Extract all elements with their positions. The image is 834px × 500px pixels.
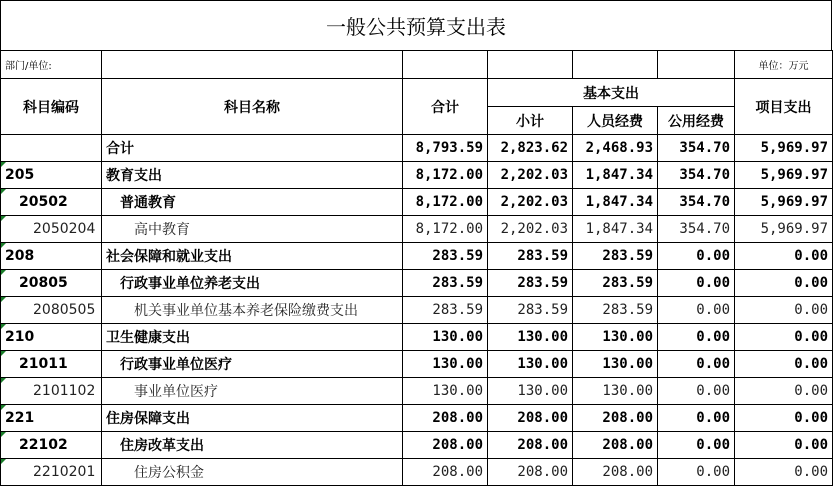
table-row bbox=[1, 162, 833, 189]
total-cell[interactable]: 283.59 bbox=[403, 270, 488, 297]
project-cell[interactable]: 0.00 bbox=[735, 270, 833, 297]
subtotal-cell[interactable]: 208.00 bbox=[488, 459, 573, 486]
table-row bbox=[1, 432, 833, 459]
header-basic: 基本支出 bbox=[488, 79, 735, 107]
code-cell[interactable]: 21011 bbox=[1, 351, 102, 378]
total-cell[interactable]: 283.59 bbox=[403, 243, 488, 270]
table-row bbox=[1, 189, 833, 216]
meta-empty-cell[interactable] bbox=[658, 51, 735, 79]
table-row bbox=[1, 324, 833, 351]
name-cell[interactable]: 普通教育 bbox=[102, 189, 403, 216]
subtotal-cell[interactable]: 2,202.03 bbox=[488, 216, 573, 243]
table-row bbox=[1, 297, 833, 324]
project-cell[interactable]: 0.00 bbox=[735, 351, 833, 378]
personnel-cell[interactable]: 208.00 bbox=[573, 459, 658, 486]
subtotal-cell[interactable]: 208.00 bbox=[488, 432, 573, 459]
code-cell[interactable]: 2050204 bbox=[1, 216, 102, 243]
unit-label: 单位：万元 bbox=[735, 51, 833, 79]
personnel-cell[interactable]: 130.00 bbox=[573, 324, 658, 351]
header-subtotal: 小计 bbox=[488, 107, 573, 135]
cell-indicator-icon bbox=[1, 324, 6, 329]
personnel-cell[interactable]: 208.00 bbox=[573, 405, 658, 432]
code-cell[interactable]: 210 bbox=[1, 324, 102, 351]
name-cell[interactable]: 合计 bbox=[102, 135, 403, 162]
name-cell[interactable]: 教育支出 bbox=[102, 162, 403, 189]
personnel-cell[interactable]: 1,847.34 bbox=[573, 162, 658, 189]
project-cell[interactable]: 5,969.97 bbox=[735, 162, 833, 189]
dept-label: 部门/单位: bbox=[1, 51, 102, 79]
name-cell[interactable]: 社会保障和就业支出 bbox=[102, 243, 403, 270]
name-cell[interactable]: 事业单位医疗 bbox=[102, 378, 403, 405]
cell-indicator-icon bbox=[1, 270, 6, 275]
header-name: 科目名称 bbox=[102, 79, 403, 135]
personnel-cell[interactable]: 283.59 bbox=[573, 297, 658, 324]
subtotal-cell[interactable]: 283.59 bbox=[488, 297, 573, 324]
table-row bbox=[1, 351, 833, 378]
cell-indicator-icon bbox=[1, 162, 6, 167]
project-cell[interactable]: 0.00 bbox=[735, 324, 833, 351]
name-cell[interactable]: 住房改革支出 bbox=[102, 432, 403, 459]
personnel-cell[interactable]: 208.00 bbox=[573, 432, 658, 459]
personnel-cell[interactable]: 130.00 bbox=[573, 378, 658, 405]
name-cell[interactable]: 卫生健康支出 bbox=[102, 324, 403, 351]
header-personnel: 人员经费 bbox=[573, 107, 658, 135]
total-cell[interactable]: 130.00 bbox=[403, 351, 488, 378]
project-cell[interactable]: 0.00 bbox=[735, 378, 833, 405]
public-cell[interactable]: 354.70 bbox=[658, 189, 735, 216]
public-cell[interactable]: 0.00 bbox=[658, 297, 735, 324]
cell-indicator-icon bbox=[1, 216, 6, 221]
total-cell[interactable]: 208.00 bbox=[403, 459, 488, 486]
header-code: 科目编码 bbox=[1, 79, 102, 135]
table-row bbox=[1, 405, 833, 432]
meta-empty-cell[interactable] bbox=[573, 51, 658, 79]
public-cell[interactable]: 0.00 bbox=[658, 378, 735, 405]
project-cell[interactable]: 0.00 bbox=[735, 459, 833, 486]
subtotal-cell[interactable]: 130.00 bbox=[488, 351, 573, 378]
total-cell[interactable]: 8,172.00 bbox=[403, 216, 488, 243]
cell-indicator-icon bbox=[1, 351, 6, 356]
subtotal-cell[interactable]: 130.00 bbox=[488, 378, 573, 405]
project-cell[interactable]: 0.00 bbox=[735, 432, 833, 459]
subtotal-cell[interactable]: 208.00 bbox=[488, 405, 573, 432]
table-row bbox=[1, 459, 833, 486]
name-cell[interactable]: 机关事业单位基本养老保险缴费支出 bbox=[102, 297, 403, 324]
subtotal-cell[interactable]: 2,823.62 bbox=[488, 135, 573, 162]
name-cell[interactable]: 行政事业单位养老支出 bbox=[102, 270, 403, 297]
total-cell[interactable]: 8,793.59 bbox=[403, 135, 488, 162]
public-cell[interactable]: 0.00 bbox=[658, 351, 735, 378]
total-cell[interactable]: 8,172.00 bbox=[403, 189, 488, 216]
header-project: 项目支出 bbox=[735, 79, 833, 135]
total-cell[interactable]: 130.00 bbox=[403, 324, 488, 351]
code-cell[interactable]: 205 bbox=[1, 162, 102, 189]
project-cell[interactable]: 5,969.97 bbox=[735, 189, 833, 216]
header-row-1 bbox=[1, 79, 833, 107]
cell-indicator-icon bbox=[1, 243, 6, 248]
cell-indicator-icon bbox=[1, 189, 6, 194]
name-cell[interactable]: 高中教育 bbox=[102, 216, 403, 243]
total-cell[interactable]: 208.00 bbox=[403, 432, 488, 459]
total-cell[interactable]: 8,172.00 bbox=[403, 162, 488, 189]
public-cell[interactable]: 0.00 bbox=[658, 459, 735, 486]
public-cell[interactable]: 354.70 bbox=[658, 135, 735, 162]
code-cell[interactable]: 22102 bbox=[1, 432, 102, 459]
code-cell[interactable]: 20805 bbox=[1, 270, 102, 297]
total-cell[interactable]: 283.59 bbox=[403, 297, 488, 324]
cell-indicator-icon bbox=[1, 459, 6, 464]
header-public: 公用经费 bbox=[658, 107, 735, 135]
cell-indicator-icon bbox=[1, 432, 6, 437]
project-cell[interactable]: 0.00 bbox=[735, 405, 833, 432]
code-cell[interactable]: 2080505 bbox=[1, 297, 102, 324]
subtotal-cell[interactable]: 130.00 bbox=[488, 324, 573, 351]
code-cell[interactable]: 2210201 bbox=[1, 459, 102, 486]
personnel-cell[interactable]: 130.00 bbox=[573, 351, 658, 378]
project-cell[interactable]: 0.00 bbox=[735, 297, 833, 324]
public-cell[interactable]: 0.00 bbox=[658, 324, 735, 351]
budget-table bbox=[0, 50, 833, 486]
personnel-cell[interactable]: 1,847.34 bbox=[573, 189, 658, 216]
public-cell[interactable]: 354.70 bbox=[658, 162, 735, 189]
cell-indicator-icon bbox=[1, 405, 6, 410]
public-cell[interactable]: 0.00 bbox=[658, 270, 735, 297]
cell-indicator-icon bbox=[1, 378, 6, 383]
dept-value-cell[interactable] bbox=[102, 51, 403, 79]
public-cell[interactable]: 354.70 bbox=[658, 216, 735, 243]
project-cell[interactable]: 5,969.97 bbox=[735, 216, 833, 243]
meta-row bbox=[1, 51, 833, 79]
table-row bbox=[1, 270, 833, 297]
project-cell[interactable]: 5,969.97 bbox=[735, 135, 833, 162]
total-cell[interactable]: 208.00 bbox=[403, 405, 488, 432]
total-cell[interactable]: 130.00 bbox=[403, 378, 488, 405]
subtotal-cell[interactable]: 2,202.03 bbox=[488, 162, 573, 189]
subtotal-cell[interactable]: 283.59 bbox=[488, 270, 573, 297]
table-title: 一般公共预算支出表 bbox=[0, 0, 832, 50]
code-cell[interactable]: 221 bbox=[1, 405, 102, 432]
cell-indicator-icon bbox=[1, 297, 6, 302]
meta-empty-cell[interactable] bbox=[403, 51, 488, 79]
name-cell[interactable]: 住房保障支出 bbox=[102, 405, 403, 432]
code-cell[interactable] bbox=[1, 135, 102, 162]
personnel-cell[interactable]: 283.59 bbox=[573, 243, 658, 270]
table-row bbox=[1, 135, 833, 162]
table-row bbox=[1, 216, 833, 243]
personnel-cell[interactable]: 283.59 bbox=[573, 270, 658, 297]
meta-empty-cell[interactable] bbox=[488, 51, 573, 79]
subtotal-cell[interactable]: 283.59 bbox=[488, 243, 573, 270]
name-cell[interactable]: 住房公积金 bbox=[102, 459, 403, 486]
table-row bbox=[1, 378, 833, 405]
subtotal-cell[interactable]: 2,202.03 bbox=[488, 189, 573, 216]
project-cell[interactable]: 0.00 bbox=[735, 243, 833, 270]
code-cell[interactable]: 20502 bbox=[1, 189, 102, 216]
public-cell[interactable]: 0.00 bbox=[658, 243, 735, 270]
code-cell[interactable]: 2101102 bbox=[1, 378, 102, 405]
personnel-cell[interactable]: 1,847.34 bbox=[573, 216, 658, 243]
personnel-cell[interactable]: 2,468.93 bbox=[573, 135, 658, 162]
header-total: 合计 bbox=[403, 79, 488, 135]
name-cell[interactable]: 行政事业单位医疗 bbox=[102, 351, 403, 378]
public-cell[interactable]: 0.00 bbox=[658, 432, 735, 459]
table-row bbox=[1, 243, 833, 270]
code-cell[interactable]: 208 bbox=[1, 243, 102, 270]
public-cell[interactable]: 0.00 bbox=[658, 405, 735, 432]
